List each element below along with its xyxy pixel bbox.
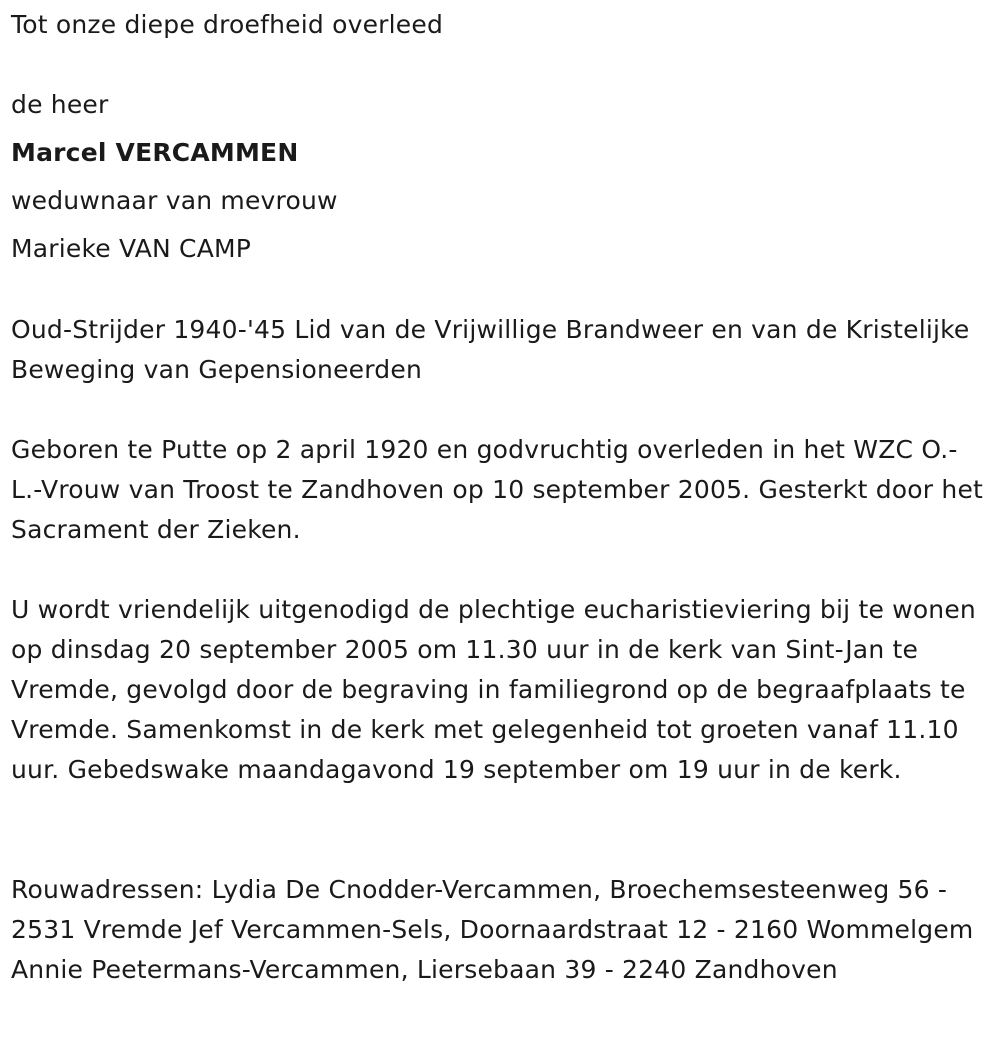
honorific: de heer [11,90,109,119]
deceased-name: Marcel VERCAMMEN [11,138,299,167]
spouse-name: Marieke VAN CAMP [11,234,252,263]
birth-death-paragraph: Geboren te Putte op 2 april 1920 en godvruchtig overleden in het WZC O.-L.-Vrouw van Troost te Zandhoven op 10 september 2005. Gesterkt door het Sacrament der Zieken. [11,435,984,544]
affiliations-paragraph: Oud-Strijder 1940-'45 Lid van de Vrijwillige Brandweer en van de Kristelijke Beweging van Gepensioneerden [11,315,970,384]
widow-of-text: weduwnaar van mevrouw [11,186,338,215]
intro-text: Tot onze diepe droefheid overleed [11,10,444,39]
ceremony-paragraph: U wordt vriendelijk uitgenodigd de plechtige eucharistieviering bij te wonen op dinsdag 20 september 2005 om 11.30 uur in de kerk van Sint-Jan te Vremde, gevolgd door de begraving in familiegrond op de begraafplaats te Vremde. Samenkomst in de kerk met gelegenheid tot groeten vanaf 11.10 uur. Gebedswake maandagavond 19 september om 19 uur in de kerk. [11,595,976,784]
mourning-addresses-paragraph: Rouwadressen: Lydia De Cnodder-Vercammen, Broechemsesteenweg 56 - 2531 Vremde Jef Vercammen-Sels, Doornaardstraat 12 - 2160 Wommelgem Annie Peetermans-Vercammen, Liersebaan 39 - 2240 Zandhoven [11,875,974,984]
